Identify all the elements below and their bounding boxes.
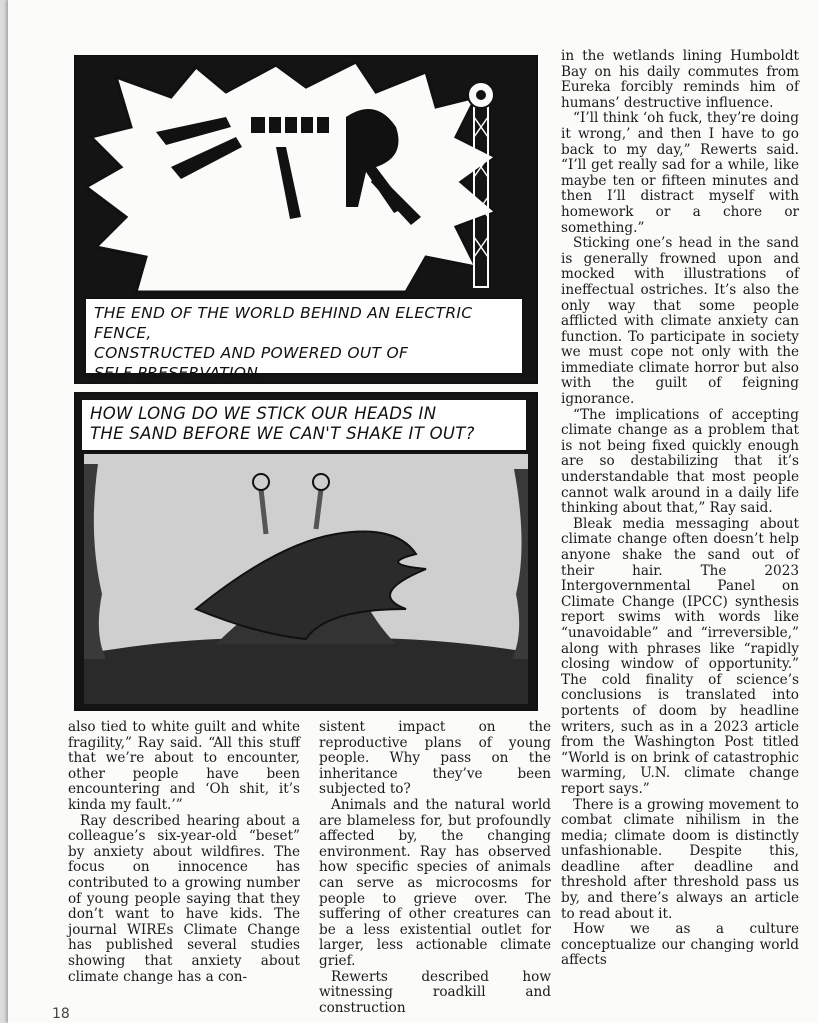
caption-line: HOW LONG DO WE STICK OUR HEADS IN bbox=[90, 404, 437, 423]
paragraph: “I’ll think ‘oh fuck, they’re doing it wrong,’ and then I have to go back to my day,” Rewerts said. “I’ll get really sad for a while, like maybe ten or fifteen minutes and then I’ll distract myself with homework or a chore or something.” bbox=[561, 110, 799, 236]
caption-electric-fence bbox=[84, 297, 524, 382]
paragraph: sistent impact on the reproductive plans of young people. Why pass on the inheritance they’ve been subjected to? bbox=[319, 719, 551, 798]
magazine-page bbox=[8, 0, 819, 1023]
caption-line: SELF-PRESERVATION. bbox=[94, 364, 264, 382]
paragraph: Ray described hearing about a colleague’s six-year-old “beset” by anxiety about wildfires. The focus on innocence has contributed to a growing number of young people saying that they don’t want to have kids. The journal WIREs Climate Change has published several studies showing that anxiety about climate change has a con- bbox=[68, 812, 300, 985]
paragraph: Animals and the natural world are blameless for, but profoundly affected by, the changing environment. Ray has observed how specific species of animals can serve as microcosms for people to grieve over. The suffering of other creatures can be a less existential outlet for larger, less actionable climate grief. bbox=[319, 796, 551, 969]
caption-head-in-sand bbox=[82, 400, 526, 452]
caption-line: THE END OF THE WORLD BEHIND AN ELECTRIC FENCE, bbox=[94, 304, 473, 342]
paragraph: How we as a culture conceptualize our changing world affects bbox=[561, 921, 799, 969]
article-column-left bbox=[68, 720, 300, 985]
paragraph: There is a growing movement to combat climate nihilism in the media; climate doom is distinctly unfashionable. Despite this, deadline after deadline and threshold after threshold pass us by, and there’s always an article to read about it. bbox=[561, 796, 799, 922]
comic-panel-electric-fence bbox=[74, 55, 538, 384]
page-number: 18 bbox=[52, 1006, 70, 1022]
caption-line: THE SAND BEFORE WE CAN'T SHAKE IT OUT? bbox=[90, 424, 475, 443]
article-column-middle bbox=[319, 720, 551, 1016]
paragraph: Rewerts described how witnessing roadkill and construction bbox=[319, 968, 551, 1016]
paragraph: Bleak media messaging about climate change often doesn’t help anyone shake the sand out of their hair. The 2023 Intergovernmental Panel on Climate Change (IPCC) synthesis report swims with words like “unavoidable” and “irreversible,” along with phrases like “rapidly closing window of opportunity.” The cold finality of science’s conclusions is translated into portents of doom by headline writers, such as in a 2023 article from the Washington Post titled “World is on brink of catastrophic warming, U.N. climate change report says.” bbox=[561, 515, 799, 797]
paragraph: in the wetlands lining Humboldt Bay on his daily commutes from Eureka forcibly reminds him of humans’ destructive influence. bbox=[561, 48, 799, 111]
comic-panel-head-in-sand bbox=[74, 392, 538, 711]
paragraph: also tied to white guilt and white fragility,” Ray said. “All this stuff that we’re about to encounter, other people have been encountering and ‘Oh shit, it’s kinda my fault.’” bbox=[68, 719, 300, 813]
article-column-right bbox=[561, 49, 799, 969]
paragraph: Sticking one’s head in the sand is generally frowned upon and mocked with illustrations of ineffectual ostriches. It’s also the only way that some people afflicted with climate anxiety can function. To participate in society we must cope not only with the immediate climate horror but also with the guilt of feigning ignorance. bbox=[561, 235, 799, 408]
caption-line: CONSTRUCTED AND POWERED OUT OF bbox=[94, 344, 409, 362]
paragraph: “The implications of accepting climate change as a problem that is not being fixed quickly enough are so destabilizing that it’s understandable that most people cannot walk around in a daily life thinking about that,” Ray said. bbox=[561, 406, 799, 517]
